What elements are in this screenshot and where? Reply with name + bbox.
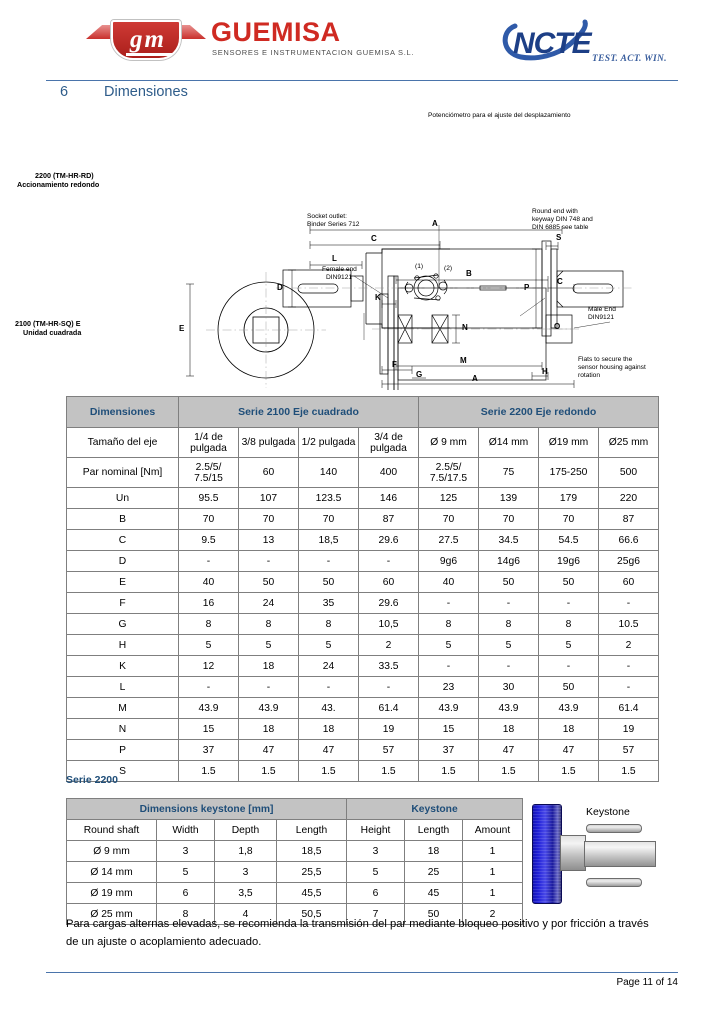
table-cell: 1 xyxy=(463,841,523,862)
table-group-header-row xyxy=(67,397,659,428)
guemisa-logo xyxy=(86,16,206,62)
table-cell: 66.6 xyxy=(599,530,659,551)
table-cell: - xyxy=(299,677,359,698)
table-cell: 125 xyxy=(419,488,479,509)
row-label: C xyxy=(67,530,179,551)
table-cell: 5 xyxy=(179,635,239,656)
row-label: B xyxy=(67,509,179,530)
table-cell: 3 xyxy=(215,862,277,883)
keystone-table-body xyxy=(67,841,523,925)
table-cell: 146 xyxy=(359,488,419,509)
table-cell: 50 xyxy=(539,572,599,593)
table-cell: 13 xyxy=(239,530,299,551)
label-male-end-line2: DIN9121 xyxy=(588,314,615,321)
table-cell: 5 xyxy=(419,635,479,656)
table-cell: 25g6 xyxy=(599,551,659,572)
table-cell: 9.5 xyxy=(179,530,239,551)
table-cell: 10,5 xyxy=(359,614,419,635)
header-divider xyxy=(46,80,678,81)
table-cell: - xyxy=(359,551,419,572)
dim-letter-P: P xyxy=(524,283,530,292)
table-cell: - xyxy=(419,593,479,614)
table-cell: 70 xyxy=(299,509,359,530)
keystone-column-header: Length xyxy=(405,820,463,841)
dim-letter-C-top: C xyxy=(371,234,377,243)
table-cell: - xyxy=(359,677,419,698)
table-cell: 47 xyxy=(539,740,599,761)
table-cell: 29.6 xyxy=(359,530,419,551)
table-cell: 18 xyxy=(239,719,299,740)
table-cell: 24 xyxy=(299,656,359,677)
table-cell: 60 xyxy=(359,572,419,593)
table-cell: 57 xyxy=(359,740,419,761)
label-socket-line2: Binder Series 712 xyxy=(307,221,360,228)
table-cell: 34.5 xyxy=(479,530,539,551)
label-flats-line2: sensor housing against xyxy=(578,364,646,371)
table-cell: 1.5 xyxy=(539,761,599,782)
table-cell: 3/8 pulgada xyxy=(239,428,299,458)
table-cell: Ø19 mm xyxy=(539,428,599,458)
table-cell: 1,8 xyxy=(215,841,277,862)
dim-letter-K: K xyxy=(375,293,381,302)
keystone-shaft xyxy=(584,841,656,867)
table-cell: 1/4 de pulgada xyxy=(179,428,239,458)
table-cell: 70 xyxy=(479,509,539,530)
label-female-end-line1: Female end xyxy=(322,266,357,273)
table-cell: 16 xyxy=(179,593,239,614)
table-row xyxy=(67,635,659,656)
table-cell: 107 xyxy=(239,488,299,509)
table-cell: 50,5 xyxy=(277,904,347,925)
label-male-end-line1: Male End xyxy=(588,306,616,313)
dim-letter-L-top: L xyxy=(332,254,337,263)
table-cell: 43.9 xyxy=(419,698,479,719)
row-label: L xyxy=(67,677,179,698)
table-row xyxy=(67,509,659,530)
table-row xyxy=(67,862,523,883)
dim-letter-A-top: A xyxy=(432,219,438,228)
table-cell: 18 xyxy=(539,719,599,740)
row-label: M xyxy=(67,698,179,719)
table-cell: 175-250 xyxy=(539,458,599,488)
body-paragraph: Para cargas alternas elevadas, se recomienda la transmisión del par mediante bloqueo positivo y por fricción a través de un ajuste o acoplamiento adecuado. xyxy=(66,918,649,948)
table-cell: 37 xyxy=(419,740,479,761)
row-label: E xyxy=(67,572,179,593)
logo-wing-left xyxy=(86,25,112,39)
table-row xyxy=(67,740,659,761)
brand-subtitle: SENSORES E INSTRUMENTACION GUEMISA S.L. xyxy=(212,48,415,57)
row-label: Un xyxy=(67,488,179,509)
row-label: G xyxy=(67,614,179,635)
table-cell: 45 xyxy=(405,883,463,904)
dimensions-table-head xyxy=(67,397,659,428)
table-cell: 6 xyxy=(157,883,215,904)
page-number: Page 11 of 14 xyxy=(616,977,678,988)
table-cell: 1.5 xyxy=(359,761,419,782)
table-cell: 8 xyxy=(299,614,359,635)
table-cell: - xyxy=(599,656,659,677)
table-cell: Ø 9 mm xyxy=(419,428,479,458)
table-cell: 139 xyxy=(479,488,539,509)
table-cell: 8 xyxy=(239,614,299,635)
row-label: Tamaño del eje xyxy=(67,428,179,458)
keystone-column-header-row xyxy=(67,820,523,841)
table-cell: - xyxy=(479,656,539,677)
row-label: D xyxy=(67,551,179,572)
table-cell: 14g6 xyxy=(479,551,539,572)
dim-letter-M: M xyxy=(460,356,467,365)
dim-letter-H: H xyxy=(542,367,548,376)
table-cell: 70 xyxy=(239,509,299,530)
keystone-shaft-hub xyxy=(560,835,586,871)
table-cell: 18 xyxy=(479,719,539,740)
table-cell: 19g6 xyxy=(539,551,599,572)
table-cell: 3,5 xyxy=(215,883,277,904)
table-cell: - xyxy=(299,551,359,572)
table-cell: 47 xyxy=(479,740,539,761)
table-row xyxy=(67,698,659,719)
table-cell: 12 xyxy=(179,656,239,677)
keystone-column-header: Height xyxy=(347,820,405,841)
table-cell: 50 xyxy=(479,572,539,593)
group-header-serie-2100: Serie 2100 Eje cuadrado xyxy=(179,397,419,428)
label-model-round-line1: 2200 (TM-HR-RD) xyxy=(35,171,94,180)
table-cell: Ø 9 mm xyxy=(67,841,157,862)
table-cell: 179 xyxy=(539,488,599,509)
keystone-disc xyxy=(532,804,562,904)
table-cell: Ø25 mm xyxy=(599,428,659,458)
table-cell: 10.5 xyxy=(599,614,659,635)
table-row xyxy=(67,593,659,614)
table-cell: 5 xyxy=(299,635,359,656)
logo-wing-right xyxy=(180,25,206,39)
label-model-round-line2: Accionamiento redondo xyxy=(17,180,100,189)
label-callout-2: (2) xyxy=(444,265,453,272)
table-cell: 50 xyxy=(539,677,599,698)
table-cell: 3 xyxy=(347,841,405,862)
group-header-keystone: Keystone xyxy=(347,799,523,820)
table-row xyxy=(67,841,523,862)
table-cell: Ø 25 mm xyxy=(67,904,157,925)
table-cell: 75 xyxy=(479,458,539,488)
table-cell: 400 xyxy=(359,458,419,488)
table-cell: 60 xyxy=(239,458,299,488)
table-cell: 18,5 xyxy=(299,530,359,551)
label-model-square-line2: Unidad cuadrada xyxy=(23,328,82,337)
table-cell: 40 xyxy=(419,572,479,593)
label-flats-line3: rotation xyxy=(578,372,600,379)
logo-badge xyxy=(111,20,181,60)
table-cell: 5 xyxy=(347,862,405,883)
table-row xyxy=(67,761,659,782)
table-row xyxy=(67,458,659,488)
table-cell: 500 xyxy=(599,458,659,488)
keystone-caption: Keystone xyxy=(586,806,630,818)
table-cell: 2 xyxy=(599,635,659,656)
row-label: H xyxy=(67,635,179,656)
table-cell: 1/2 pulgada xyxy=(299,428,359,458)
table-cell: 18 xyxy=(299,719,359,740)
table-cell: 19 xyxy=(599,719,659,740)
table-cell: - xyxy=(239,677,299,698)
table-cell: 30 xyxy=(479,677,539,698)
table-cell: 45,5 xyxy=(277,883,347,904)
table-cell: 5 xyxy=(539,635,599,656)
table-cell: 29.6 xyxy=(359,593,419,614)
table-cell: 220 xyxy=(599,488,659,509)
table-cell: 43.9 xyxy=(539,698,599,719)
label-female-end-line2: DIN9121 xyxy=(326,274,353,281)
table-cell: 50 xyxy=(239,572,299,593)
table-cell: 8 xyxy=(479,614,539,635)
label-round-end-line2: keyway DIN 748 and xyxy=(532,216,593,223)
table-cell: 15 xyxy=(179,719,239,740)
table-cell: 15 xyxy=(419,719,479,740)
logo-underline xyxy=(126,53,172,56)
table-cell: 5 xyxy=(157,862,215,883)
label-flats-line1: Flats to secure the xyxy=(578,356,633,363)
keystone-key-top xyxy=(586,824,642,833)
table-cell: 24 xyxy=(239,593,299,614)
svg-text:NCTE: NCTE xyxy=(513,27,591,60)
logo-mark-text: gm xyxy=(130,26,166,53)
table-cell: 43.9 xyxy=(179,698,239,719)
table-cell: 5 xyxy=(479,635,539,656)
label-model-square-line1: 2100 (TM-HR-SQ) E xyxy=(15,319,81,328)
table-cell: 43. xyxy=(299,698,359,719)
table-cell: 37 xyxy=(179,740,239,761)
label-round-end-line1: Round end with xyxy=(532,208,578,215)
page-title: Dimensiones xyxy=(104,84,188,100)
table-cell: 47 xyxy=(239,740,299,761)
table-cell: 95.5 xyxy=(179,488,239,509)
table-cell: 60 xyxy=(599,572,659,593)
table-cell: 47 xyxy=(299,740,359,761)
table-cell: 70 xyxy=(419,509,479,530)
table-row xyxy=(67,719,659,740)
dimensions-diagram xyxy=(15,108,710,390)
keystone-column-header: Round shaft xyxy=(67,820,157,841)
table-cell: 8 xyxy=(419,614,479,635)
table-cell: 35 xyxy=(299,593,359,614)
label-potentiometer: Potenciómetro para el ajuste del desplazamiento xyxy=(428,112,571,119)
table-cell: - xyxy=(179,677,239,698)
dim-letter-E: E xyxy=(179,324,185,333)
label-round-end-line3: DIN 6885 see table xyxy=(532,224,589,231)
table-row xyxy=(67,428,659,458)
table-cell: - xyxy=(599,593,659,614)
table-cell: Ø 19 mm xyxy=(67,883,157,904)
row-label: F xyxy=(67,593,179,614)
table-cell: 8 xyxy=(157,904,215,925)
keystone-table xyxy=(66,798,523,925)
table-cell: 123.5 xyxy=(299,488,359,509)
dim-letter-S: S xyxy=(556,233,562,242)
table-cell: - xyxy=(239,551,299,572)
keystone-column-header: Amount xyxy=(463,820,523,841)
table-cell: - xyxy=(539,656,599,677)
keystone-group-header-row xyxy=(67,799,523,820)
table-cell: 54.5 xyxy=(539,530,599,551)
dim-letter-O: O xyxy=(554,322,561,331)
serie-2200-heading: Serie 2200 xyxy=(66,774,118,786)
table-cell: 9g6 xyxy=(419,551,479,572)
group-header-dimensiones: Dimensiones xyxy=(67,397,179,428)
row-label: K xyxy=(67,656,179,677)
table-cell: 2.5/5/ 7.5/15 xyxy=(179,458,239,488)
table-cell: 1.5 xyxy=(419,761,479,782)
keystone-column-header: Length xyxy=(277,820,347,841)
table-cell: 43.9 xyxy=(239,698,299,719)
keystone-column-header: Depth xyxy=(215,820,277,841)
keystone-table-head xyxy=(67,799,523,841)
dim-letter-D: D xyxy=(277,283,283,292)
group-header-dimensions-keystone: Dimensions keystone [mm] xyxy=(67,799,347,820)
label-callout-1: (1) xyxy=(415,263,424,270)
table-cell: 8 xyxy=(179,614,239,635)
table-row xyxy=(67,883,523,904)
table-row xyxy=(67,530,659,551)
table-row xyxy=(67,656,659,677)
table-cell: 2 xyxy=(359,635,419,656)
table-cell: 23 xyxy=(419,677,479,698)
table-cell: 19 xyxy=(359,719,419,740)
table-cell: 3/4 de pulgada xyxy=(359,428,419,458)
table-cell: 1 xyxy=(463,862,523,883)
table-cell: 27.5 xyxy=(419,530,479,551)
table-cell: 1 xyxy=(463,883,523,904)
diagram-svg xyxy=(150,108,710,390)
group-header-serie-2200: Serie 2200 Eje redondo xyxy=(419,397,659,428)
dimensions-table xyxy=(66,396,659,782)
table-cell: - xyxy=(539,593,599,614)
dim-letter-F: F xyxy=(392,360,397,369)
table-cell: 57 xyxy=(599,740,659,761)
table-cell: 5 xyxy=(239,635,299,656)
table-cell: 18 xyxy=(239,656,299,677)
table-row xyxy=(67,677,659,698)
table-cell: 3 xyxy=(157,841,215,862)
table-cell: 7 xyxy=(347,904,405,925)
table-row xyxy=(67,551,659,572)
row-label: P xyxy=(67,740,179,761)
table-cell: 4 xyxy=(215,904,277,925)
table-cell: Ø 14 mm xyxy=(67,862,157,883)
table-cell: 70 xyxy=(179,509,239,530)
table-cell: Ø14 mm xyxy=(479,428,539,458)
table-cell: 61.4 xyxy=(359,698,419,719)
table-cell: 2.5/5/ 7.5/17.5 xyxy=(419,458,479,488)
table-cell: 1.5 xyxy=(299,761,359,782)
table-cell: 1.5 xyxy=(179,761,239,782)
dim-letter-G: G xyxy=(416,370,423,379)
row-label: Par nominal [Nm] xyxy=(67,458,179,488)
keystone-key-bottom xyxy=(586,878,642,887)
table-cell: - xyxy=(419,656,479,677)
table-cell: - xyxy=(599,677,659,698)
table-cell: 50 xyxy=(299,572,359,593)
dimensions-table-body xyxy=(67,428,659,782)
row-label: S xyxy=(67,761,179,782)
table-cell: 25 xyxy=(405,862,463,883)
table-row xyxy=(67,614,659,635)
table-row xyxy=(67,572,659,593)
keystone-column-header: Width xyxy=(157,820,215,841)
table-cell: - xyxy=(179,551,239,572)
dim-letter-C-bot: C xyxy=(557,277,563,286)
brand-name: GUEMISA xyxy=(211,17,341,47)
table-cell: 140 xyxy=(299,458,359,488)
dim-letter-A-bot: A xyxy=(472,374,478,383)
table-cell: 33.5 xyxy=(359,656,419,677)
table-cell: 40 xyxy=(179,572,239,593)
table-cell: 1.5 xyxy=(599,761,659,782)
dim-letter-N: N xyxy=(462,323,468,332)
label-socket-line1: Socket outlet: xyxy=(307,213,347,220)
ncte-tagline: TEST. ACT. WIN. xyxy=(592,54,667,64)
table-cell: 1.5 xyxy=(479,761,539,782)
table-cell: 1.5 xyxy=(239,761,299,782)
table-cell: 2 xyxy=(463,904,523,925)
footer-divider xyxy=(46,972,678,973)
table-cell: 87 xyxy=(359,509,419,530)
table-cell: 18 xyxy=(405,841,463,862)
table-row xyxy=(67,488,659,509)
table-cell: 50 xyxy=(405,904,463,925)
table-cell: 8 xyxy=(539,614,599,635)
keystone-illustration xyxy=(524,798,694,906)
table-cell: 61.4 xyxy=(599,698,659,719)
dim-letter-B: B xyxy=(466,269,472,278)
row-label: N xyxy=(67,719,179,740)
section-number: 6 xyxy=(60,84,69,100)
table-cell: 18,5 xyxy=(277,841,347,862)
table-cell: 25,5 xyxy=(277,862,347,883)
table-cell: 43.9 xyxy=(479,698,539,719)
table-cell: - xyxy=(479,593,539,614)
table-cell: 6 xyxy=(347,883,405,904)
table-cell: 87 xyxy=(599,509,659,530)
page-header xyxy=(0,0,724,66)
table-cell: 70 xyxy=(539,509,599,530)
